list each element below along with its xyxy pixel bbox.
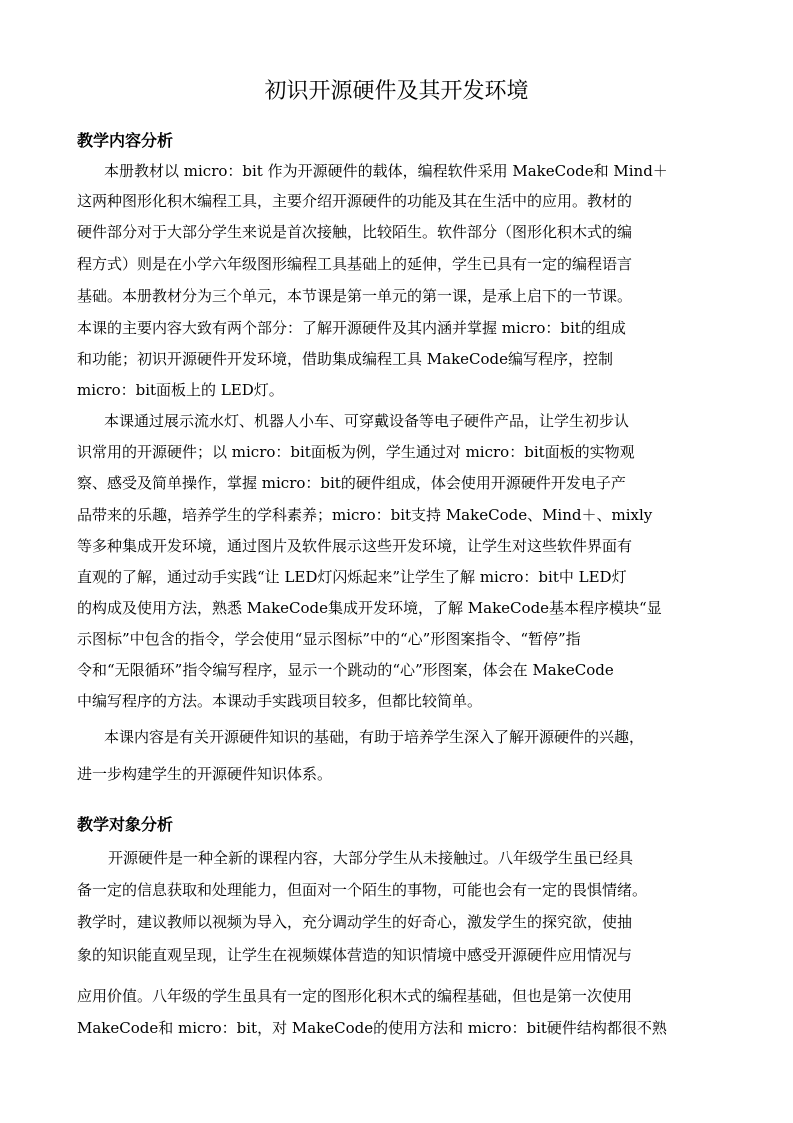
- paragraph-line: 示图标”中包含的指令，学会使用“显示图标”中的“心”形图案指令、“暂停”指: [77, 630, 581, 648]
- paragraph-line: 识常用的开源硬件；以 micro：bit面板为例，学生通过对 micro：bit面板的实物观: [77, 443, 635, 461]
- paragraph-line: 等多种集成开发环境，通过图片及软件展示这些开发环境，让学生对这些软件界面有: [77, 537, 633, 555]
- paragraph-line: 本课的主要内容大致有两个部分：了解开源硬件及其内涵并掌握 micro：bit的组成: [77, 319, 626, 337]
- paragraph-line: 程方式）则是在小学六年级图形编程工具基础上的延伸，学生已具有一定的编程语言: [77, 255, 633, 273]
- paragraph-line: 硬件部分对于大部分学生来说是首次接触，比较陌生。软件部分（图形化积木式的编: [77, 223, 633, 241]
- paragraph-line: 这两种图形化积木编程工具，主要介绍开源硬件的功能及其在生活中的应用。教材的: [77, 192, 633, 210]
- paragraph-line: 象的知识能直观呈现，让学生在视频媒体营造的知识情境中感受开源硬件应用情况与: [77, 946, 633, 964]
- paragraph-line: 本课内容是有关开源硬件知识的基础，有助于培养学生深入了解开源硬件的兴趣，: [104, 728, 645, 746]
- paragraph-line: 开源硬件是一种全新的课程内容，大部分学生从未接触过。八年级学生虽已经具: [108, 849, 634, 867]
- paragraph-line: MakeCode和 micro：bit，对 MakeCode的使用方法和 micro：bit硬件结构都很不熟: [77, 1019, 667, 1037]
- paragraph-line: micro：bit面板上的 LED灯。: [77, 381, 284, 399]
- paragraph-line: 品带来的乐趣，培养学生的学科素养；micro：bit支持 MakeCode、Mind＋、mixly: [77, 506, 653, 524]
- paragraph-line: 教学时，建议教师以视频为导入，充分调动学生的好奇心，激发学生的探究欲，使抽: [77, 913, 633, 931]
- document-title: 初识开源硬件及其开发环境: [264, 79, 529, 104]
- paragraph-line: 和功能；初识开源硬件开发环境，借助集成编程工具 MakeCode编写程序，控制: [77, 350, 614, 368]
- paragraph-line: 中编写程序的方法。本课动手实践项目较多，但都比较简单。: [77, 692, 483, 710]
- paragraph-line: 本册教材以 micro：bit 作为开源硬件的载体，编程软件采用 MakeCode和 Mind＋: [104, 162, 668, 180]
- paragraph-line: 令和“无限循环”指令编写程序，显示一个跳动的“心”形图案，体会在 MakeCode: [77, 661, 614, 679]
- paragraph-line: 直观的了解，通过动手实践“让 LED灯闪烁起来”让学生了解 micro：bit中 LED灯: [77, 568, 627, 586]
- paragraph-line: 本课通过展示流水灯、机器人小车、可穿戴设备等电子硬件产品，让学生初步认: [104, 412, 630, 430]
- section-heading-content-analysis: 教学内容分析: [77, 131, 174, 150]
- paragraph-line: 备一定的信息获取和处理能力，但面对一个陌生的事物，可能也会有一定的畏惧情绪。: [77, 881, 648, 899]
- paragraph-line: 察、感受及简单操作，掌握 micro：bit的硬件组成，体会使用开源硬件开发电子产: [77, 474, 626, 492]
- paragraph-line: 的构成及使用方法，熟悉 MakeCode集成开发环境，了解 MakeCode基本程序模块“显: [77, 599, 662, 617]
- section-heading-learner-analysis: 教学对象分析: [77, 815, 174, 834]
- paragraph-line: 进一步构建学生的开源硬件知识体系。: [77, 765, 333, 783]
- paragraph-line: 基础。本册教材分为三个单元，本节课是第一单元的第一课，是承上启下的一节课。: [77, 287, 633, 305]
- paragraph-line: 应用价值。八年级的学生虽具有一定的图形化积木式的编程基础，但也是第一次使用: [77, 987, 633, 1005]
